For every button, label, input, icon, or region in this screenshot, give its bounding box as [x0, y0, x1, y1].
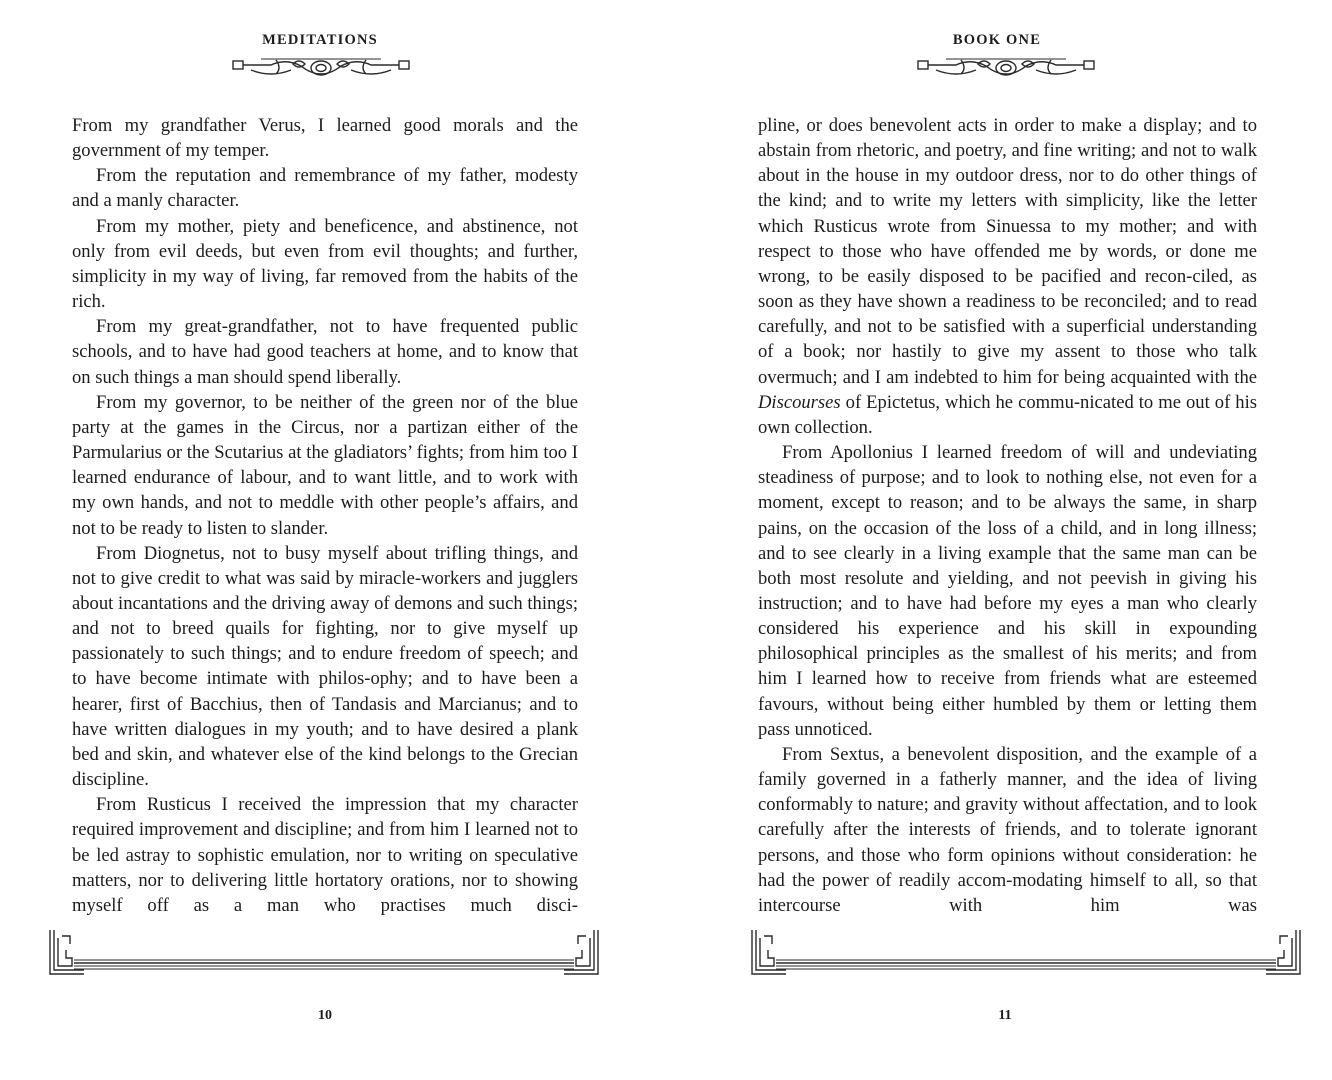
page-number: 11	[998, 1008, 1012, 1023]
right-page	[672, 0, 1332, 1080]
paragraph: From my governor, to be neither of the green nor of the blue party at the games in the Circus, nor a partizan either of the Parmularius or the Scutarius at the gladiators’ fights; from him too I learned endurance of labour, and to want little, and to work with my own hands, and not to meddle with other people’s affairs, and not to be ready to listen to slander.	[72, 391, 578, 539]
header-ornament-icon	[916, 54, 1096, 84]
paragraph: From Apollonius I learned freedom of will and undeviating steadiness of purpose; and to look to nothing else, not even for a moment, except to reason; and to be always the same, in sharp pains, on the occasion of the loss of a child, and in long illness; and to see clearly in a living example that the same man can be both most resolute and yielding, and not peevish in giving his instruction; and to have had before my eyes a man who clearly considered his experience and his skill in expounding philosophical principles as the smallest of his merits; and from him I learned how to receive from friends what are esteemed favours, without being either humbled by them or letting them pass unnoticed.	[758, 442, 1257, 740]
paragraph: pline, or does benevolent acts in order to make a display; and to abstain from rhetoric, and poetry, and fine writing; and not to walk about in the house in my outdoor dress, nor to do other things of the kind; and to write my letters with simplicity, like the letter which Rusticus wrote from Sinuessa to my mother; and with respect to those who have offended me by words, or done me wrong, to be easily disposed to be pacified and recon-ciled, as soon as they have shown a readiness to be reconciled; and to read carefully, and not to be satisfied with a superficial understanding of a book; nor hastily to give my assent to those who talk overmuch; and I am indebted to him for being acquainted with the Discourses of Epictetus, which he commu-nicated to me out of his own collection.	[758, 115, 1257, 438]
body-text	[758, 113, 1257, 918]
paragraph: From Rusticus I received the impression that my character required improvement and discipline; and from him I learned not to be led astray to sophistic emulation, nor to writing on speculative matters, nor to delivering little hortatory orations, nor to showing myself off as a man who practises much disci-	[72, 794, 578, 916]
left-page	[0, 0, 660, 1080]
paragraph: From my grandfather Verus, I learned good morals and the government of my temper.	[72, 115, 578, 162]
header-ornament-icon	[231, 54, 411, 84]
paragraph: From Sextus, a benevolent disposition, and the example of a family governed in a fatherly manner, and the idea of living conformably to nature; and gravity without affectation, and to look carefully after the interests of friends, and to tolerate ignorant persons, and those who form opinions without consideration: he had the power of readily accom-modating himself to all, so that intercourse with him was	[758, 743, 1257, 916]
running-head: BOOK ONE	[952, 32, 1042, 48]
body-text	[72, 113, 578, 918]
page-number: 10	[318, 1008, 332, 1023]
paragraph: From my mother, piety and beneficence, and abstinence, not only from evil deeds, but even from evil thoughts; and further, simplicity in my way of living, far removed from the habits of the rich.	[72, 215, 578, 313]
paragraph: From the reputation and remembrance of my father, modesty and a manly character.	[72, 165, 578, 212]
footer-fret-ornament-icon	[746, 928, 1306, 978]
running-head: MEDITATIONS	[262, 32, 378, 48]
footer-fret-ornament-icon	[44, 928, 604, 978]
paragraph: From Diognetus, not to busy myself about trifling things, and not to give credit to what was said by miracle-workers and jugglers about incantations and the driving away of demons and such things; and not to breed quails for fighting, nor to give myself up passionately to such things; and to endure freedom of speech; and to have become intimate with philos-ophy; and to have been a hearer, first of Bacchius, then of Tandasis and Marcianus; and to have written dialogues in my youth; and to have desired a plank bed and skin, and whatever else of the kind belongs to the Grecian discipline.	[72, 542, 578, 791]
italic-title: Discourses	[758, 391, 841, 413]
paragraph: From my great-grandfather, not to have frequented public schools, and to have had good teachers at home, and to know that on such things a man should spend liberally.	[72, 316, 578, 388]
